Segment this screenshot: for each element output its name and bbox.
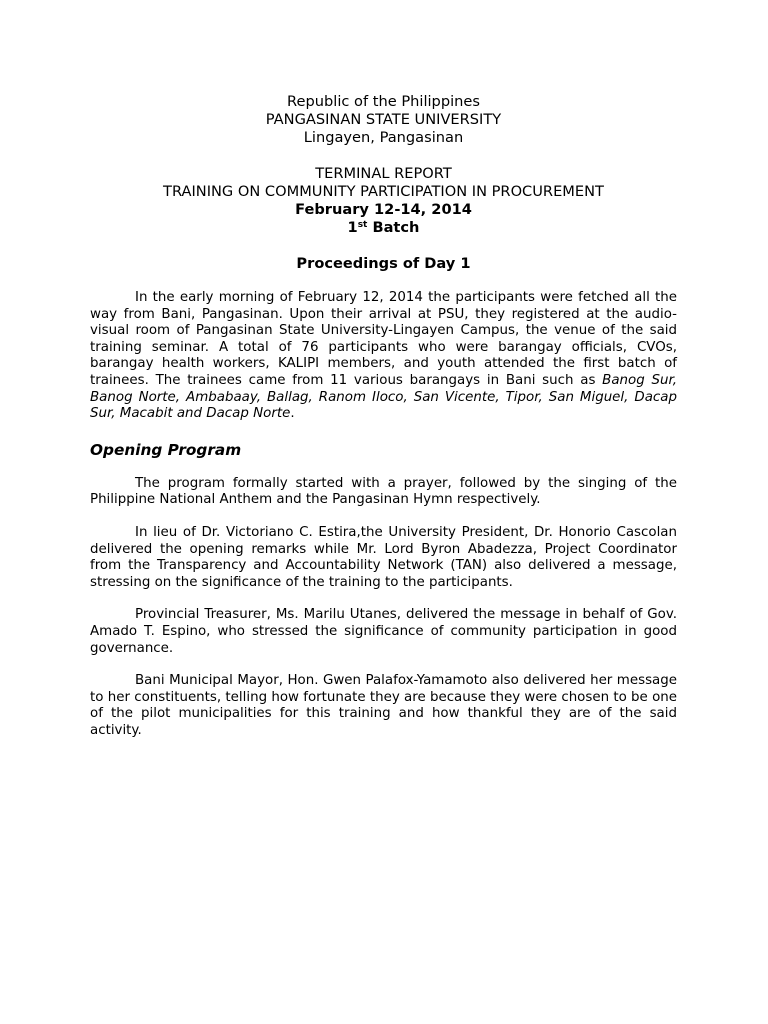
university-header (90, 93, 677, 147)
intro-end: . (290, 406, 295, 422)
header-location: Lingayen, Pangasinan (303, 129, 464, 146)
batch-suffix: st (357, 220, 368, 230)
report-title-block (90, 165, 677, 237)
opening-paragraph-2: In lieu of Dr. Victoriano C. Estira,the University President, Dr. Honorio Cascolan delivered the opening remarks while Mr. Lord Byron Abadezza, Project Coordinator from the Transparency and Accountability Network (TAN) also delivered a message, stressing on the significance of the training to the participants. (90, 524, 677, 590)
intro-paragraph (90, 290, 677, 423)
proceedings-title: Proceedings of Day 1 (296, 255, 471, 272)
header-republic: Republic of the Philippines (287, 93, 480, 110)
opening-paragraph-1: The program formally started with a prayer, followed by the singing of the Philippine National Anthem and the Pangasinan Hymn respectively. (90, 475, 677, 508)
report-type: TERMINAL REPORT (315, 165, 452, 182)
batch-word: Batch (367, 219, 420, 236)
document-page (90, 93, 677, 739)
header-university: PANGASINAN STATE UNIVERSITY (265, 111, 502, 128)
opening-program-title: Opening Program (90, 440, 242, 459)
report-batch (90, 219, 677, 237)
intro-text: In the early morning of February 12, 2014 the participants were fetched all the way from Bani, Pangasinan. Upon their arrival at PSU, they registered at the audio-visual room of Pangasinan State University-Lingayen Campus, the venue of the said training seminar. A total of 76 participants who were barangay officials, CVOs, barangay health workers, KALIPI members, and youth attended the first batch of trainees. The trainees came from 11 various barangays in Bani such as (90, 290, 677, 388)
report-date: February 12-14, 2014 (295, 201, 472, 218)
opening-paragraph-3: Provincial Treasurer, Ms. Marilu Utanes, delivered the message in behalf of Gov. Amado T. Espino, who stressed the significance of community participation in good governance. (90, 607, 677, 656)
opening-paragraph-4: Bani Municipal Mayor, Hon. Gwen Palafox-Yamamoto also delivered her message to her constituents, telling how fortunate they are because they were chosen to be one of the pilot municipalities for this training and how thankful they are of the said activity. (90, 673, 677, 738)
batch-number: 1 (347, 219, 358, 236)
report-training-title: TRAINING ON COMMUNITY PARTICIPATION IN PROCUREMENT (163, 183, 604, 200)
intro-barangays: Banog Sur, Banog Norte, Ambabaay, Ballag, Ranom Iloco, San Vicente, Tipor, San Miguel, Dacap Sur, Macabit and Dacap Norte (90, 372, 677, 422)
